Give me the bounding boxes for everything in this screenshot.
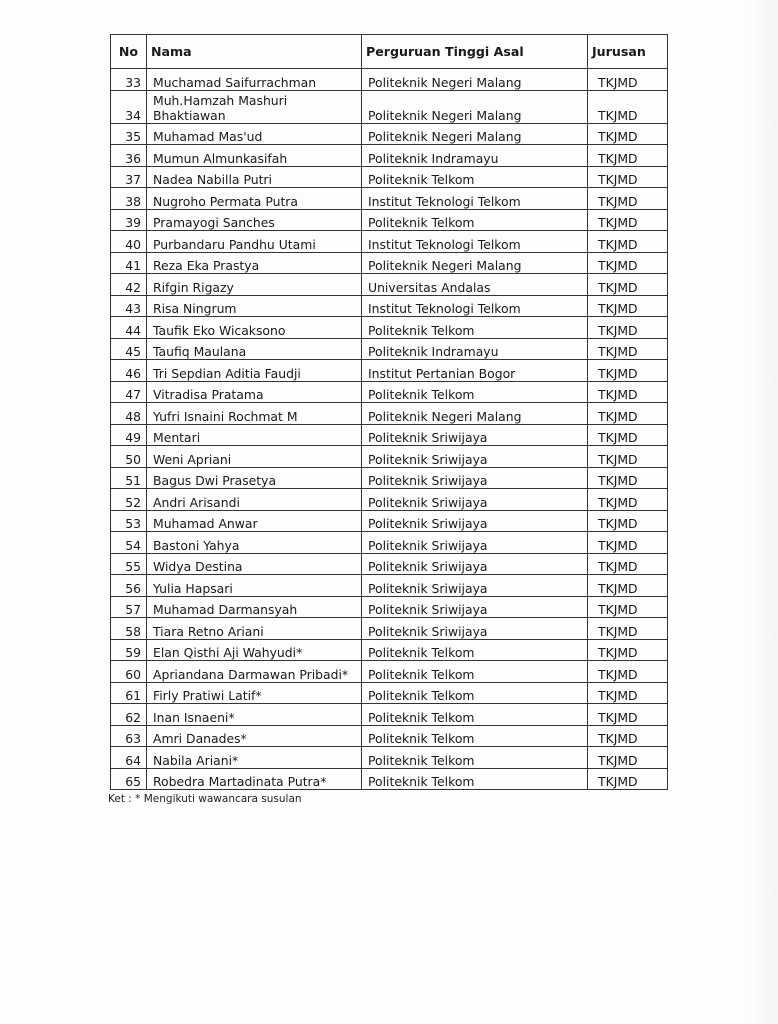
row-number: 54 xyxy=(111,532,147,554)
row-department: TKJMD xyxy=(588,90,668,123)
footnote: Ket : * Mengikuti wawancara susulan xyxy=(108,793,302,805)
row-institution: Politeknik Sriwijaya xyxy=(362,489,588,511)
row-number: 63 xyxy=(111,725,147,747)
row-department: TKJMD xyxy=(588,188,668,210)
row-institution: Politeknik Sriwijaya xyxy=(362,467,588,489)
row-department: TKJMD xyxy=(588,575,668,597)
row-name: Purbandaru Pandhu Utami xyxy=(147,231,362,253)
row-name: Inan Isnaeni* xyxy=(147,704,362,726)
table-row xyxy=(111,231,668,253)
table-row xyxy=(111,252,668,274)
row-department: TKJMD xyxy=(588,639,668,661)
row-department: TKJMD xyxy=(588,467,668,489)
row-number: 33 xyxy=(111,69,147,91)
row-institution: Politeknik Negeri Malang xyxy=(362,123,588,145)
table-row xyxy=(111,90,668,123)
row-institution: Institut Teknologi Telkom xyxy=(362,188,588,210)
row-institution: Politeknik Sriwijaya xyxy=(362,532,588,554)
row-institution: Universitas Andalas xyxy=(362,274,588,296)
row-institution: Politeknik Sriwijaya xyxy=(362,510,588,532)
table-row xyxy=(111,704,668,726)
row-institution: Politeknik Telkom xyxy=(362,704,588,726)
table-row xyxy=(111,575,668,597)
row-number: 48 xyxy=(111,403,147,425)
row-number: 34 xyxy=(111,90,147,123)
row-institution: Politeknik Telkom xyxy=(362,661,588,683)
row-number: 52 xyxy=(111,489,147,511)
table-row xyxy=(111,381,668,403)
row-department: TKJMD xyxy=(588,209,668,231)
row-name: Nugroho Permata Putra xyxy=(147,188,362,210)
row-department: TKJMD xyxy=(588,747,668,769)
row-name: Muchamad Saifurrachman xyxy=(147,69,362,91)
row-number: 53 xyxy=(111,510,147,532)
row-department: TKJMD xyxy=(588,596,668,618)
row-department: TKJMD xyxy=(588,231,668,253)
row-name: Risa Ningrum xyxy=(147,295,362,317)
row-institution: Politeknik Telkom xyxy=(362,747,588,769)
row-institution: Politeknik Telkom xyxy=(362,768,588,790)
row-number: 37 xyxy=(111,166,147,188)
row-name: Taufik Eko Wicaksono xyxy=(147,317,362,339)
row-number: 44 xyxy=(111,317,147,339)
row-name: Muhamad Darmansyah xyxy=(147,596,362,618)
table-row xyxy=(111,166,668,188)
table-row xyxy=(111,725,668,747)
row-institution: Politeknik Negeri Malang xyxy=(362,90,588,123)
row-number: 61 xyxy=(111,682,147,704)
row-number: 58 xyxy=(111,618,147,640)
row-department: TKJMD xyxy=(588,145,668,167)
table-row xyxy=(111,274,668,296)
table-body xyxy=(111,69,668,790)
row-name: Amri Danades* xyxy=(147,725,362,747)
table-row xyxy=(111,188,668,210)
row-department: TKJMD xyxy=(588,618,668,640)
row-name: Widya Destina xyxy=(147,553,362,575)
table-row xyxy=(111,553,668,575)
table-row xyxy=(111,295,668,317)
row-name: Nabila Ariani* xyxy=(147,747,362,769)
row-institution: Politeknik Telkom xyxy=(362,381,588,403)
row-institution: Politeknik Telkom xyxy=(362,209,588,231)
header-nama: Nama xyxy=(147,35,362,69)
row-department: TKJMD xyxy=(588,360,668,382)
row-number: 35 xyxy=(111,123,147,145)
table-row xyxy=(111,467,668,489)
header-no: No xyxy=(111,35,147,69)
row-number: 59 xyxy=(111,639,147,661)
row-number: 60 xyxy=(111,661,147,683)
row-name: Pramayogi Sanches xyxy=(147,209,362,231)
table-row xyxy=(111,424,668,446)
row-name: Weni Apriani xyxy=(147,446,362,468)
row-department: TKJMD xyxy=(588,532,668,554)
row-number: 43 xyxy=(111,295,147,317)
row-number: 65 xyxy=(111,768,147,790)
table-row xyxy=(111,510,668,532)
row-department: TKJMD xyxy=(588,274,668,296)
table-row xyxy=(111,317,668,339)
row-institution: Politeknik Sriwijaya xyxy=(362,618,588,640)
row-institution: Institut Teknologi Telkom xyxy=(362,295,588,317)
row-name: Yufri Isnaini Rochmat M xyxy=(147,403,362,425)
row-name: Muh.Hamzah Mashuri Bhaktiawan xyxy=(147,90,362,123)
row-number: 64 xyxy=(111,747,147,769)
row-number: 38 xyxy=(111,188,147,210)
row-department: TKJMD xyxy=(588,317,668,339)
row-institution: Politeknik Indramayu xyxy=(362,338,588,360)
row-number: 50 xyxy=(111,446,147,468)
table-row xyxy=(111,209,668,231)
row-department: TKJMD xyxy=(588,295,668,317)
table-row xyxy=(111,532,668,554)
row-name: Muhamad Anwar xyxy=(147,510,362,532)
row-name: Firly Pratiwi Latif* xyxy=(147,682,362,704)
row-institution: Politeknik Negeri Malang xyxy=(362,252,588,274)
row-institution: Politeknik Sriwijaya xyxy=(362,575,588,597)
header-jurusan: Jurusan xyxy=(588,35,668,69)
row-name: Bagus Dwi Prasetya xyxy=(147,467,362,489)
row-name: Muhamad Mas'ud xyxy=(147,123,362,145)
row-name: Andri Arisandi xyxy=(147,489,362,511)
row-name: Nadea Nabilla Putri xyxy=(147,166,362,188)
row-name: Robedra Martadinata Putra* xyxy=(147,768,362,790)
table-row xyxy=(111,360,668,382)
table-row xyxy=(111,123,668,145)
row-number: 42 xyxy=(111,274,147,296)
row-institution: Politeknik Sriwijaya xyxy=(362,596,588,618)
row-name: Apriandana Darmawan Pribadi* xyxy=(147,661,362,683)
scan-edge-shadow xyxy=(748,0,778,1024)
row-institution: Politeknik Negeri Malang xyxy=(362,403,588,425)
table-header-row xyxy=(111,35,668,69)
participant-table xyxy=(110,34,668,790)
row-number: 62 xyxy=(111,704,147,726)
table-row xyxy=(111,69,668,91)
row-department: TKJMD xyxy=(588,252,668,274)
table-row xyxy=(111,446,668,468)
row-institution: Politeknik Sriwijaya xyxy=(362,553,588,575)
row-number: 36 xyxy=(111,145,147,167)
row-institution: Politeknik Negeri Malang xyxy=(362,69,588,91)
row-department: TKJMD xyxy=(588,768,668,790)
row-institution: Politeknik Sriwijaya xyxy=(362,446,588,468)
row-number: 55 xyxy=(111,553,147,575)
row-institution: Politeknik Telkom xyxy=(362,682,588,704)
row-department: TKJMD xyxy=(588,661,668,683)
row-number: 56 xyxy=(111,575,147,597)
table-row xyxy=(111,661,668,683)
row-department: TKJMD xyxy=(588,69,668,91)
row-department: TKJMD xyxy=(588,123,668,145)
row-department: TKJMD xyxy=(588,338,668,360)
row-institution: Politeknik Telkom xyxy=(362,166,588,188)
row-number: 49 xyxy=(111,424,147,446)
row-institution: Politeknik Indramayu xyxy=(362,145,588,167)
row-institution: Institut Teknologi Telkom xyxy=(362,231,588,253)
row-institution: Politeknik Sriwijaya xyxy=(362,424,588,446)
row-number: 47 xyxy=(111,381,147,403)
row-name: Bastoni Yahya xyxy=(147,532,362,554)
row-department: TKJMD xyxy=(588,704,668,726)
row-number: 40 xyxy=(111,231,147,253)
row-name: Tri Sepdian Aditia Faudji xyxy=(147,360,362,382)
row-number: 45 xyxy=(111,338,147,360)
row-name: Vitradisa Pratama xyxy=(147,381,362,403)
row-department: TKJMD xyxy=(588,510,668,532)
table-row xyxy=(111,682,668,704)
row-department: TKJMD xyxy=(588,166,668,188)
row-name: Reza Eka Prastya xyxy=(147,252,362,274)
row-department: TKJMD xyxy=(588,489,668,511)
row-department: TKJMD xyxy=(588,403,668,425)
row-name: Tiara Retno Ariani xyxy=(147,618,362,640)
row-number: 51 xyxy=(111,467,147,489)
row-institution: Politeknik Telkom xyxy=(362,639,588,661)
row-institution: Politeknik Telkom xyxy=(362,725,588,747)
row-institution: Politeknik Telkom xyxy=(362,317,588,339)
table-row xyxy=(111,489,668,511)
row-name: Taufiq Maulana xyxy=(147,338,362,360)
table-row xyxy=(111,747,668,769)
row-number: 39 xyxy=(111,209,147,231)
row-number: 46 xyxy=(111,360,147,382)
row-department: TKJMD xyxy=(588,725,668,747)
table-row xyxy=(111,145,668,167)
table-row xyxy=(111,768,668,790)
row-number: 57 xyxy=(111,596,147,618)
row-number: 41 xyxy=(111,252,147,274)
row-name: Elan Qisthi Aji Wahyudi* xyxy=(147,639,362,661)
table-row xyxy=(111,596,668,618)
table-row xyxy=(111,618,668,640)
row-name: Rifgin Rigazy xyxy=(147,274,362,296)
row-name: Mentari xyxy=(147,424,362,446)
header-perguruan: Perguruan Tinggi Asal xyxy=(362,35,588,69)
table-row xyxy=(111,338,668,360)
row-name: Yulia Hapsari xyxy=(147,575,362,597)
row-department: TKJMD xyxy=(588,682,668,704)
row-name: Mumun Almunkasifah xyxy=(147,145,362,167)
row-department: TKJMD xyxy=(588,424,668,446)
table-row xyxy=(111,403,668,425)
row-department: TKJMD xyxy=(588,553,668,575)
row-department: TKJMD xyxy=(588,381,668,403)
row-institution: Institut Pertanian Bogor xyxy=(362,360,588,382)
table-row xyxy=(111,639,668,661)
row-department: TKJMD xyxy=(588,446,668,468)
